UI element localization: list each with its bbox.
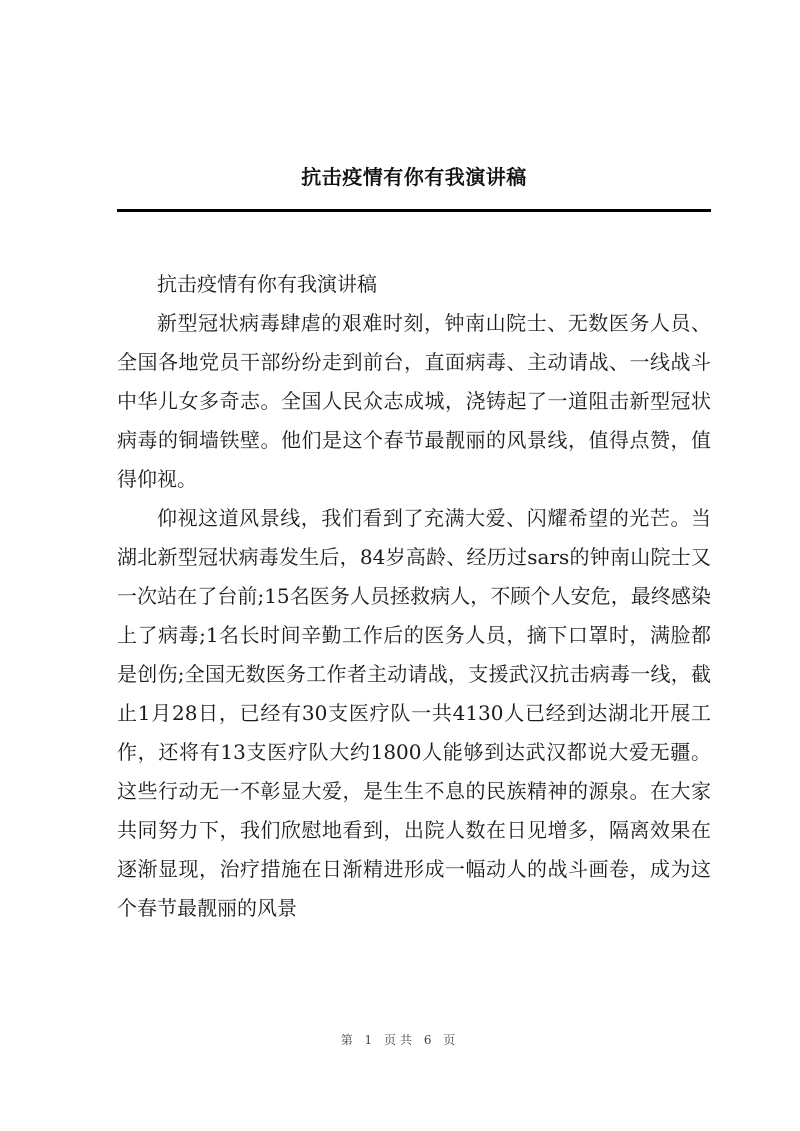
paragraph-heading: 抗击疫情有你有我演讲稿 <box>157 272 377 296</box>
page-number: 第 1 页共 6 页 <box>340 1033 460 1047</box>
paragraph: 新型冠状病毒肆虐的艰难时刻，钟南山院士、无数医务人员、全国各地党员干部纷纷走到前台，直面病毒、主动请战、一线战斗中华儿女多奇志。全国人民众志成城，浇铸起了一道阻击新型冠状病毒的铜墙铁壁。他们是这个春节最靓丽的风景线，值得点赞，值得仰视。 <box>117 311 711 491</box>
page-title: 抗击疫情有你有我演讲稿 <box>301 165 527 189</box>
header-divider <box>117 209 711 212</box>
paragraph: 仰视这道风景线，我们看到了充满大爱、闪耀希望的光芒。当湖北新型冠状病毒发生后，84岁高龄、经历过sars的钟南山院士又一次站在了台前;15名医务人员拯救病人，不顾个人安危，最终感染上了病毒;1名长时间辛勤工作后的医务人员，摘下口罩时，满脸都是创伤;全国无数医务工作者主动请战，支援武汉抗击病毒一线，截止1月28日，已经有30支医疗队一共4130人已经到达湖北开展工作，还将有13支医疗队大约1800人能够到达武汉都说大爱无疆。这些行动无一不彰显大爱，是生生不息的民族精神的源泉。在大家共同努力下，我们欣慰地看到，出院人数在日见增多，隔离效果在逐渐显现，治疗措施在日渐精进形成一幅动人的战斗画卷，成为这个春节最靓丽的风景 <box>117 506 711 920</box>
page-header <box>117 160 711 216</box>
document-body <box>117 265 711 928</box>
